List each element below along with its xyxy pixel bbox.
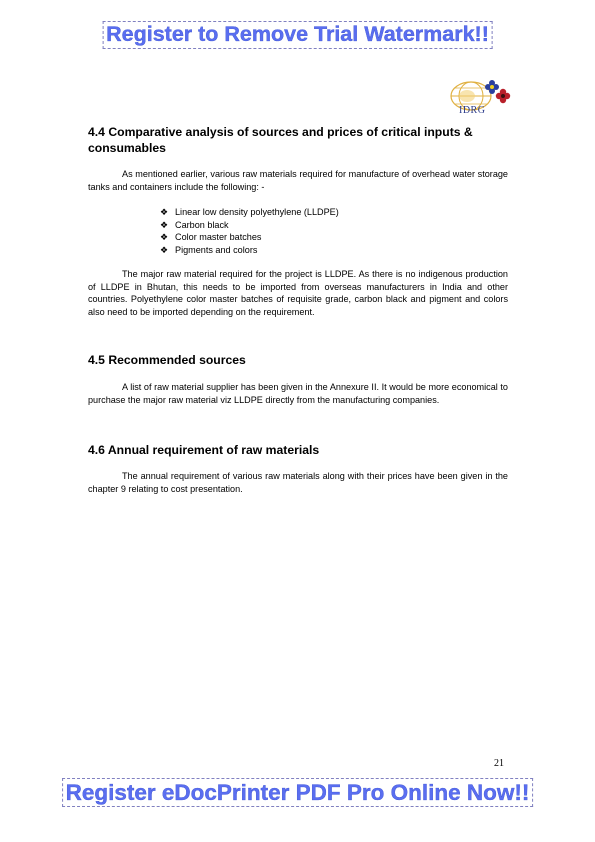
list-item: ❖ Pigments and colors bbox=[160, 244, 258, 255]
section-4-6-body: The annual requirement of various raw materials along with their prices have been given in the chapter 9 relating to cost presentation. bbox=[88, 471, 508, 494]
bullet-icon: ❖ bbox=[160, 232, 169, 242]
logo-text: IDRG bbox=[459, 105, 486, 116]
section-4-5-heading: 4.5 Recommended sources bbox=[88, 353, 246, 367]
idrg-logo bbox=[443, 78, 515, 126]
list-item: ❖ Carbon black bbox=[160, 219, 229, 230]
raw-materials-list bbox=[160, 206, 339, 256]
section-4-4-heading: 4.4 Comparative analysis of sources and prices of critical inputs & consumables bbox=[88, 125, 473, 155]
section-4-4-body: The major raw material required for the project is LLDPE. As there is no indigenous production of LLDPE in Bhutan, this needs to be imported from overseas manufacturers in India and other countries. Polyethylene color master batches of requisite grade, carbon black and pigment and colors also need to be imported depending on the requirement. bbox=[88, 269, 508, 317]
trial-watermark-bottom: Register eDocPrinter PDF Pro Online Now!! bbox=[62, 778, 534, 807]
section-4-6-heading: 4.6 Annual requirement of raw materials bbox=[88, 443, 320, 457]
list-item: ❖ Color master batches bbox=[160, 232, 262, 242]
bullet-icon: ❖ bbox=[160, 207, 169, 217]
list-item: ❖ Linear low density polyethylene (LLDPE) bbox=[160, 207, 339, 217]
page-number: 21 bbox=[494, 758, 504, 769]
bullet-icon: ❖ bbox=[160, 244, 169, 255]
section-4-5-body: A list of raw material supplier has been given in the Annexure II. It would be more economical to purchase the major raw material viz LLDPE directly from the manufacturing companies. bbox=[88, 382, 508, 405]
bullet-icon: ❖ bbox=[160, 219, 169, 230]
idrg-logo-graphic bbox=[443, 78, 515, 126]
trial-watermark-top: Register to Remove Trial Watermark!! bbox=[102, 21, 493, 49]
section-4-4-intro: As mentioned earlier, various raw materials required for manufacture of overhead water storage tanks and containers include the following: - bbox=[88, 169, 508, 192]
